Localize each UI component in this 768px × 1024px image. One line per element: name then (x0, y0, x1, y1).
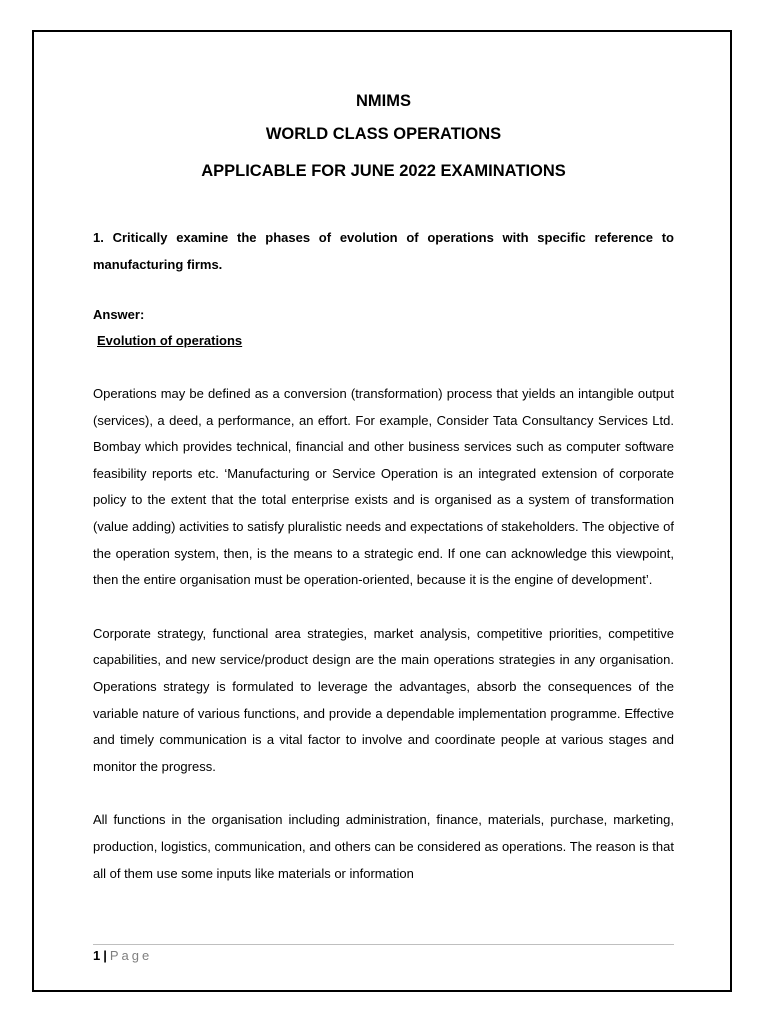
question-1: 1. Critically examine the phases of evolution of operations with specific reference to manufacturing firms. (93, 230, 674, 272)
document-title: NMIMS (356, 92, 411, 110)
course-title: WORLD CLASS OPERATIONS (265, 125, 502, 143)
footer-separator: | (103, 948, 107, 963)
paragraph-2: Corporate strategy, functional area strategies, market analysis, competitive priorities, competitive capabilities, and new service/product design are the main operations strategies in any organisation. Operations strategy is formulated to leverage the advantages, absorb the consequences of the variable nature of various functions, and provide a dependable implementation programme. Effective and timely communication is a vital factor to involve and coordinate people at various stages and monitor the progress. (93, 625, 674, 774)
section-title: Evolution of operations (97, 333, 243, 348)
document-body (93, 86, 674, 887)
page-number: 1 (93, 948, 101, 963)
footer-divider (93, 944, 674, 945)
paragraph-1: Operations may be defined as a conversion (transformation) process that yields an intangible output (services), a deed, a performance, an effort. For example, Consider Tata Consultancy Services Ltd. Bombay which provides technical, financial and other business services such as computer software feasibility reports etc. ‘Manufacturing or Service Operation is an integrated extension of corporate policy to the extent that the total enterprise exists and is organised as a system of transformation (value adding) activities to satisfy pluralistic needs and expectations of stakeholders. The objective of the operation system, then, is the means to a strategic end. If one can acknowledge this viewpoint, then the entire organisation must be operation-oriented, because it is the engine of development’. (93, 386, 674, 588)
answer-label: Answer: (93, 307, 145, 322)
paragraph-3: All functions in the organisation including administration, finance, materials, purchase, marketing, production, logistics, communication, and others can be considered as operations. The reason is that all of them use some inputs like materials or information (93, 812, 674, 881)
exam-applicability: APPLICABLE FOR JUNE 2022 EXAMINATIONS (201, 162, 566, 180)
page-footer (93, 947, 152, 965)
page-label: Page (109, 948, 153, 963)
